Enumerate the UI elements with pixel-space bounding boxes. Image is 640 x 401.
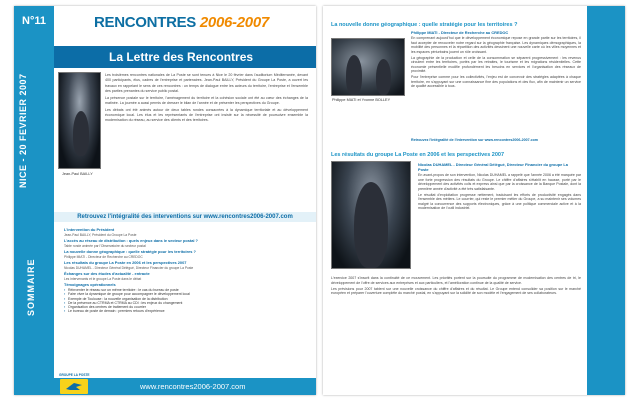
toc-sub: Philippe MIATI - Directeur de Recherche au CREDOC	[64, 254, 143, 259]
toc-bullet: ▪ Organisation des centres de traitement du courrier	[64, 305, 308, 309]
toc-sub: Les intervenants et le groupe La Poste dans le débat	[64, 276, 142, 281]
speakers-photo	[331, 38, 405, 96]
retrouvez-banner[interactable]: Retrouvez l'intégralité des interventions sur www.rencontres2006-2007.com	[54, 212, 316, 222]
toc-bullet: ▪ Exemple de Toulouse : la nouvelle organisation de la distribution	[64, 297, 308, 301]
speaker-silhouette	[346, 55, 362, 95]
logo-year: 2006-2007	[199, 14, 269, 31]
speaker-silhouette	[376, 59, 391, 95]
toc-title: Les résultats du groupe La Poste en 2006 et les perspectives 2007	[64, 260, 187, 266]
section2-paragraph: L'exercice 2007 s'inscrit dans la continuité de ce mouvement. Les priorités portent sur la poursuite du programme de modernisation des centres de tri, le développement de l'offre de services aux entreprises et aux particuliers, et l'amélioration continue de la qualité de service.	[331, 276, 581, 285]
toc-bullet: ▪ Le bureau de poste de demain : premiers retours d'expérience	[64, 309, 308, 313]
toc-item[interactable]	[64, 239, 308, 248]
toc-title: La nouvelle donne géographique : quelle stratégie pour les territoires ?	[64, 249, 196, 255]
toc-item[interactable]	[64, 261, 308, 270]
newsletter-title: La Lettre des Rencontres	[54, 46, 316, 68]
toc-item[interactable]	[64, 283, 308, 313]
section1-link[interactable]: Retrouvez l'intégralité de l'intervention sur www.rencontres2006-2007.com	[411, 138, 538, 142]
table-of-contents	[64, 228, 308, 316]
section2-heading: Les résultats du groupe La Poste en 2006 et les perspectives 2007	[331, 152, 505, 158]
rencontres-logo	[94, 14, 269, 31]
issue-number: N°11	[22, 15, 46, 27]
section2-speaker: Nicolas DUHAMEL - Directeur Général Délégué, Directeur Financier du groupe La Poste	[418, 162, 568, 172]
speakers-caption: Philippe MIATI et Yvonne BOLLEY	[332, 98, 391, 102]
section1-body	[411, 36, 581, 90]
speaker-silhouette	[73, 111, 89, 156]
section2-paragraph: Les prévisions pour 2007 tablent sur une nouvelle croissance du chiffre d'affaires et du résultat. Le Groupe entend consolider sa position sur le marché européen et préparer l'ouverture complète du marché postal, en s'appuyant sur la solidité de son modèle et l'engagement de ses collaborateurs.	[331, 286, 581, 295]
right-blue-strip	[587, 6, 625, 395]
toc-title: L'intervention du Président	[64, 227, 115, 232]
laposte-logo-icon	[60, 379, 88, 394]
toc-sub: Nicolas DUHAMEL - Directeur Général Délégué, Directeur Financier du groupe La Poste	[64, 265, 194, 270]
footer-url[interactable]: www.rencontres2006-2007.com	[54, 378, 316, 395]
toc-title: Échanges sur des études d'actualité - entracte	[64, 271, 150, 277]
section1-paragraph: Pour l'entreprise comme pour les collectivités, l'enjeu est de concevoir des stratégies adaptées à chaque territoire, en s'appuyant sur une connaissance fine des populations et des flux, afin de maintenir un service de qualité accessible à tous.	[411, 75, 581, 88]
toc-sub: Jean-Paul BAILLY, Président du Groupe La Poste	[64, 232, 137, 237]
toc-sub: Table ronde animée par l'Observatoire du secteur postal	[64, 243, 146, 248]
section2-paragraph: En avant-propos de son intervention, Nicolas DUHAMEL a rappelé que l'année 2006 a été marquée par une forte progression des résultats du Groupe. Le chiffre d'affaires s'établit en hausse, porté par le développement des activités colis et express ainsi que par la croissance de la Banque Postale, dont la première année d'activité a été très satisfaisante.	[418, 173, 581, 191]
sommaire-label: SOMMAIRE	[26, 258, 36, 316]
toc-bullet: ▪ Faire vivre la dynamique de groupe pour accompagner le développement local	[64, 292, 308, 296]
president-photo	[58, 72, 101, 169]
toc-title: Témoignages opérationnels	[64, 282, 116, 288]
duhamel-photo	[331, 161, 411, 269]
toc-title: L'accès au réseau de distribution : quels enjeux dans le secteur postal ?	[64, 238, 198, 244]
toc-bullet: ▪ De la présence au CTRMA et CTRMA au CDI : les enjeux du changement	[64, 301, 308, 305]
section1-speaker: Philippe MIATI - Directeur de Recherche au CREDOC	[411, 30, 509, 35]
section2-body	[418, 173, 581, 212]
intro-paragraph: La présence postale sur le territoire, l'aménagement du territoire et la cohésion sociale ont été au cœur des échanges de la matinée. La journée a aussi permis de dresser le bilan de l'année et de présenter les perspectives du Groupe.	[105, 95, 308, 105]
logo-main: RENCONTRES	[94, 14, 197, 31]
section2-body-full	[331, 276, 581, 297]
toc-item[interactable]	[64, 228, 308, 237]
section1-paragraph: En comprenant aujourd'hui que le développement économique repose en grande partie sur les territoires, il faut accepter de renouveler notre regard sur la géographie française. Les dynamiques démographiques, la mobilité des personnes et la répartition des activités dessinent une nouvelle carte où les villes moyennes et les espaces périurbains jouent un rôle croissant.	[411, 36, 581, 54]
laposte-label: GROUPE LA POSTE	[59, 373, 90, 377]
intro-paragraph: Les troisièmes rencontres nationales de La Poste se sont tenues à Nice le 20 février dans l'auditorium Méditerranée, devant 400 participants, élus, cadres de l'entreprise et partenaires. Jean-Paul BAILLY, Président du Groupe La Poste, a ouvert les travaux en rappelant le sens de ces rencontres : un temps de dialogue entre les acteurs du territoire, l'entreprise et l'ensemble des parties prenantes du service public postal.	[105, 73, 308, 93]
toc-bullet: ▪ Réinventer le réseau sur un même territoire : le cas du bureau de poste	[64, 288, 308, 292]
toc-item[interactable]	[64, 272, 308, 281]
section1-heading: La nouvelle donne géographique : quelle stratégie pour les territoires ?	[331, 22, 518, 28]
intro-paragraph: Les débats ont été animés autour de deux tables rondes consacrées à la dynamique territoriale et au développement économique local. Les élus et les représentants de l'entreprise ont insisté sur la nécessité de poursuivre ensemble la modernisation du réseau, au service des clients et des territoires.	[105, 107, 308, 123]
vertical-date: NICE - 20 FEVRIER 2007	[18, 73, 28, 188]
speaker-silhouette	[354, 182, 388, 268]
photo-caption: Jean-Paul BAILLY	[62, 172, 93, 176]
left-page	[14, 6, 316, 395]
intro-text	[105, 73, 308, 125]
section1-paragraph: La géographie de la production et celle de la consommation se séparent progressivement : les revenus circulent entre les territoires, portés par les retraites, le tourisme et les migrations résidentielles. Cette économie présentielle modifie profondément les besoins en services et l'organisation des réseaux de proximité.	[411, 55, 581, 73]
laposte-bird-icon	[60, 379, 88, 394]
toc-item[interactable]	[64, 250, 308, 259]
section2-paragraph: Le résultat d'exploitation progresse nettement, traduisant les efforts de productivité engagés dans l'ensemble des métiers. Le courrier, qui reste le premier métier du Groupe, a su maintenir ses volumes malgré la concurrence des supports électroniques, grâce à une politique commerciale active et à la modernisation de l'outil industriel.	[418, 192, 581, 210]
right-page	[323, 6, 625, 395]
